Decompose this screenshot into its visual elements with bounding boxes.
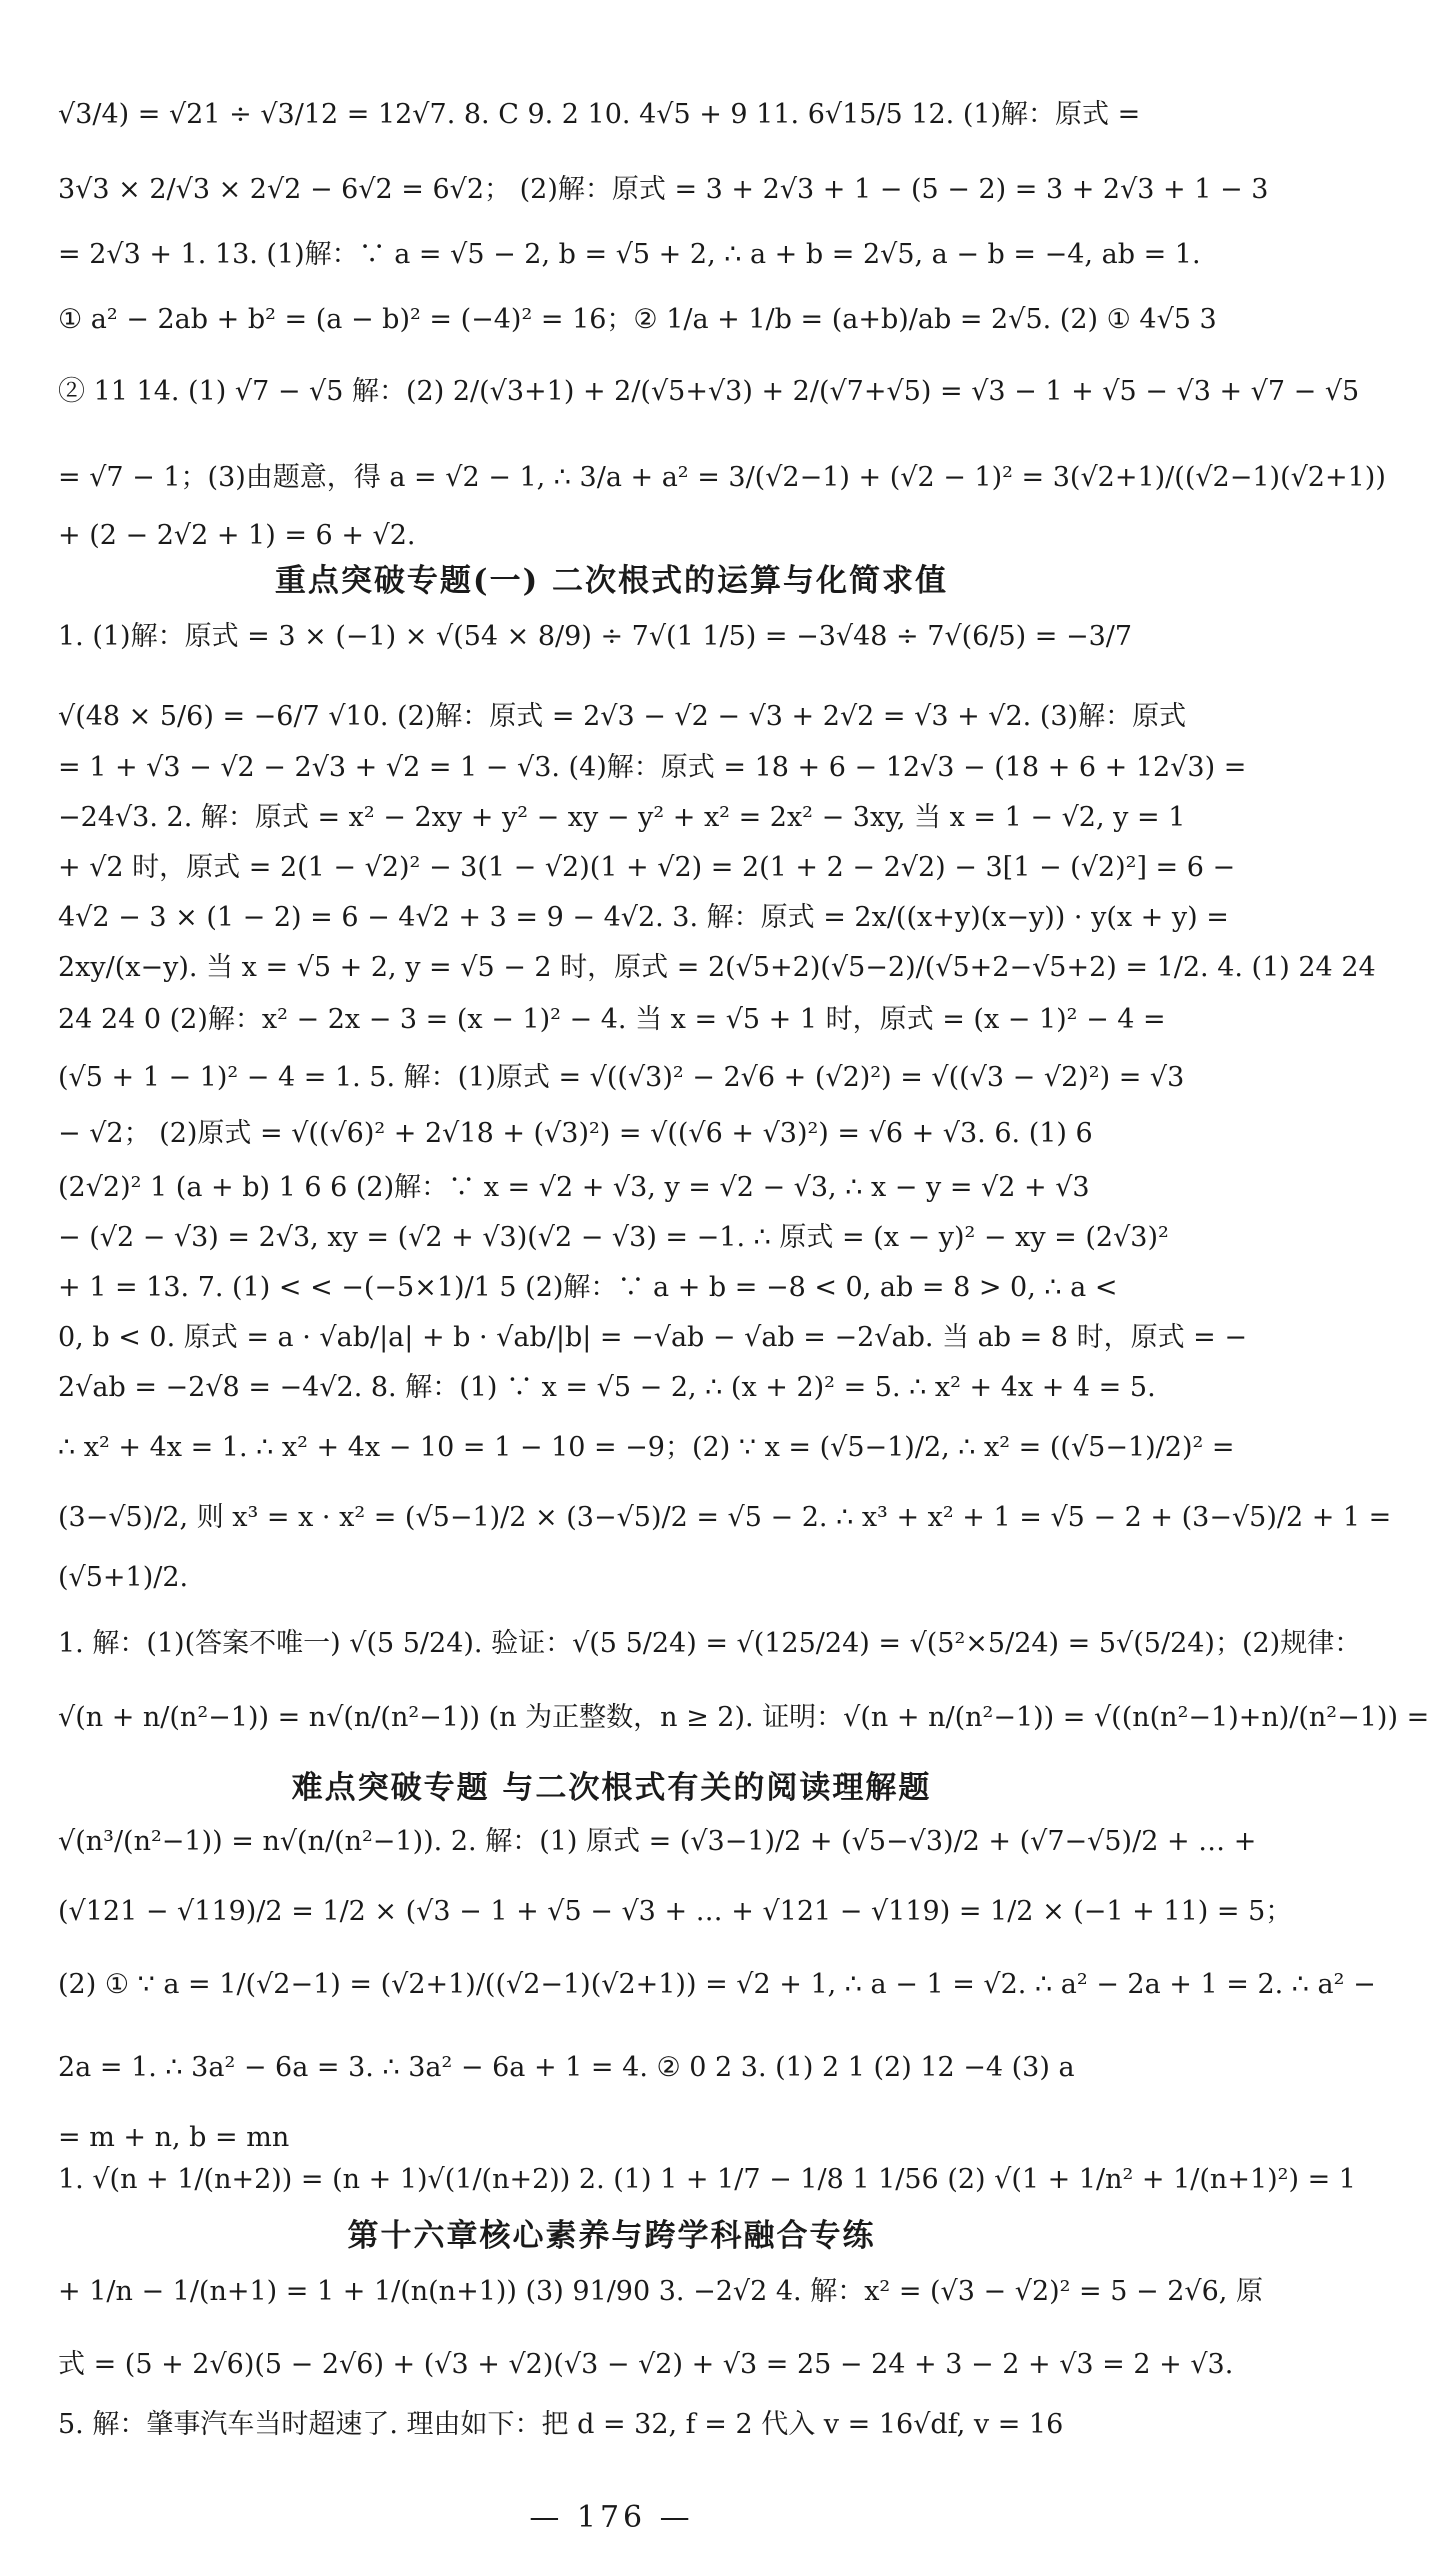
answer-line-16: (√5 + 1 − 1)² − 4 = 1. 5. 解：(1)原式 = √((√3)² − 2√6 + (√2)²) = √((√3 − √2)²) = √3 xyxy=(58,1062,1185,1093)
answer-line-22: 2√ab = −2√8 = −4√2. 8. 解：(1) ∵ x = √5 − 2, ∴ (x + 2)² = 5. ∴ x² + 4x + 4 = 5. xyxy=(58,1372,1156,1403)
answer-line-15: 24 24 0 (2)解：x² − 2x − 3 = (x − 1)² − 4. 当 x = √5 + 1 时，原式 = (x − 1)² − 4 = xyxy=(58,1004,1166,1035)
answer-line-25: (√5+1)/2. xyxy=(58,1562,189,1593)
answer-line-9: √(48 × 5/6) = −6/7 √10. (2)解：原式 = 2√3 − √2 − √3 + 2√2 = √3 + √2. (3)解：原式 xyxy=(58,701,1187,732)
answer-line-1: √3/4) = √21 ÷ √3/12 = 12√7. 8. C 9. 2 10. 4√5 + 9 11. 6√15/5 12. (1)解：原式 = xyxy=(58,99,1141,130)
answer-line-5: ② 11 14. (1) √7 − √5 解：(2) 2/(√3+1) + 2/(√5+√3) + 2/(√7+√5) = √3 − 1 + √5 − √3 + √7 − √5 xyxy=(58,376,1360,407)
answer-line-6: = √7 − 1；(3)由题意，得 a = √2 − 1, ∴ 3/a + a² = 3/(√2−1) + (√2 − 1)² = 3(√2+1)/((√2−1)(√2+1)) xyxy=(58,462,1386,493)
section-heading-1: 重点突破专题(一) 二次根式的运算与化简求值 xyxy=(274,563,949,599)
answer-line-8: 1. (1)解：原式 = 3 × (−1) × √(54 × 8/9) ÷ 7√(1 1/5) = −3√48 ÷ 7√(6/5) = −3/7 xyxy=(58,621,1133,652)
answer-line-33: 1. √(n + 1/(n+2)) = (n + 1)√(1/(n+2)) 2. (1) 1 + 1/7 − 1/8 1 1/56 (2) √(1 + 1/n² + 1/(n+1)²) = 1 xyxy=(58,2164,1356,2195)
answer-line-28: √(n³/(n²−1)) = n√(n/(n²−1)). 2. 解：(1) 原式 = (√3−1)/2 + (√5−√3)/2 + (√7−√5)/2 + … + xyxy=(58,1826,1257,1857)
section-heading-2: 难点突破专题 与二次根式有关的阅读理解题 xyxy=(291,1770,932,1806)
answer-line-7: + (2 − 2√2 + 1) = 6 + √2. xyxy=(58,520,416,551)
answer-line-10: = 1 + √3 − √2 − 2√3 + √2 = 1 − √3. (4)解：原式 = 18 + 6 − 12√3 − (18 + 6 + 12√3) = xyxy=(58,752,1247,783)
answer-line-13: 4√2 − 3 × (1 − 2) = 6 − 4√2 + 3 = 9 − 4√2. 3. 解：原式 = 2x/((x+y)(x−y)) · y(x + y) = xyxy=(58,902,1229,933)
answer-line-18: (2√2)² 1 (a + b) 1 6 6 (2)解：∵ x = √2 + √3, y = √2 − √3, ∴ x − y = √2 + √3 xyxy=(58,1172,1090,1203)
answer-line-31: 2a = 1. ∴ 3a² − 6a = 3. ∴ 3a² − 6a + 1 = 4. ② 0 2 3. (1) 2 1 (2) 12 −4 (3) a xyxy=(58,2052,1075,2083)
answer-line-20: + 1 = 13. 7. (1) < < −(−5×1)/1 5 (2)解：∵ a + b = −8 < 0, ab = 8 > 0, ∴ a < xyxy=(58,1272,1118,1303)
answer-line-36: 5. 解：肇事汽车当时超速了. 理由如下：把 d = 32, f = 2 代入 v = 16√df, v = 16 xyxy=(58,2409,1064,2440)
answer-line-17: − √2； (2)原式 = √((√6)² + 2√18 + (√3)²) = √((√6 + √3)²) = √6 + √3. 6. (1) 6 xyxy=(58,1118,1093,1149)
answer-line-29: (√121 − √119)/2 = 1/2 × (√3 − 1 + √5 − √3 + … + √121 − √119) = 1/2 × (−1 + 11) = 5； xyxy=(58,1896,1293,1927)
answer-line-27: √(n + n/(n²−1)) = n√(n/(n²−1)) (n 为正整数，n ≥ 2). 证明：√(n + n/(n²−1)) = √((n(n²−1)+n)/(n²−1)) = xyxy=(58,1702,1429,1733)
answer-line-12: + √2 时，原式 = 2(1 − √2)² − 3(1 − √2)(1 + √2) = 2(1 + 2 − 2√2) − 3[1 − (√2)²] = 6 − xyxy=(58,852,1236,883)
answer-line-3: = 2√3 + 1. 13. (1)解：∵ a = √5 − 2, b = √5 + 2, ∴ a + b = 2√5, a − b = −4, ab = 1. xyxy=(58,239,1201,270)
answer-line-23: ∴ x² + 4x = 1. ∴ x² + 4x − 10 = 1 − 10 = −9；(2) ∵ x = (√5−1)/2, ∴ x² = ((√5−1)/2)² = xyxy=(58,1432,1235,1463)
answer-line-35: 式 = (5 + 2√6)(5 − 2√6) + (√3 + √2)(√3 − √2) + √3 = 25 − 24 + 3 − 2 + √3 = 2 + √3. xyxy=(58,2349,1234,2380)
answer-line-24: (3−√5)/2, 则 x³ = x · x² = (√5−1)/2 × (3−√5)/2 = √5 − 2. ∴ x³ + x² + 1 = √5 − 2 + (3−√5)/2 + 1 = xyxy=(58,1502,1392,1533)
answer-line-30: (2) ① ∵ a = 1/(√2−1) = (√2+1)/((√2−1)(√2+1)) = √2 + 1, ∴ a − 1 = √2. ∴ a² − 2a + 1 = 2. ∴ a² − xyxy=(58,1969,1376,2000)
answer-line-26: 1. 解：(1)(答案不唯一) √(5 5/24). 验证：√(5 5/24) = √(125/24) = √(5²×5/24) = 5√(5/24)；(2)规律： xyxy=(58,1628,1362,1659)
answer-line-2: 3√3 × 2/√3 × 2√2 − 6√2 = 6√2； (2)解：原式 = 3 + 2√3 + 1 − (5 − 2) = 3 + 2√3 + 1 − 3 xyxy=(58,174,1269,205)
answer-line-14: 2xy/(x−y). 当 x = √5 + 2, y = √5 − 2 时，原式 = 2(√5+2)(√5−2)/(√5+2−√5+2) = 1/2. 4. (1) 24 24 xyxy=(58,952,1376,983)
answer-line-19: − (√2 − √3) = 2√3, xy = (√2 + √3)(√2 − √3) = −1. ∴ 原式 = (x − y)² − xy = (2√3)² xyxy=(58,1222,1169,1253)
answer-line-4: ① a² − 2ab + b² = (a − b)² = (−4)² = 16；② 1/a + 1/b = (a+b)/ab = 2√5. (2) ① 4√5 3 xyxy=(58,304,1217,335)
answer-line-11: −24√3. 2. 解：原式 = x² − 2xy + y² − xy − y² + x² = 2x² − 3xy, 当 x = 1 − √2, y = 1 xyxy=(58,802,1186,833)
section-heading-3: 第十六章核心素养与跨学科融合专练 xyxy=(347,2218,876,2254)
page-number: — 176 — xyxy=(529,2500,694,2535)
answer-line-32: = m + n, b = mn xyxy=(58,2122,290,2153)
answer-line-21: 0, b < 0. 原式 = a · √ab/|a| + b · √ab/|b| = −√ab − √ab = −2√ab. 当 ab = 8 时，原式 = − xyxy=(58,1322,1247,1353)
answer-line-34: + 1/n − 1/(n+1) = 1 + 1/(n(n+1)) (3) 91/90 3. −2√2 4. 解：x² = (√3 − √2)² = 5 − 2√6, 原 xyxy=(58,2276,1263,2307)
